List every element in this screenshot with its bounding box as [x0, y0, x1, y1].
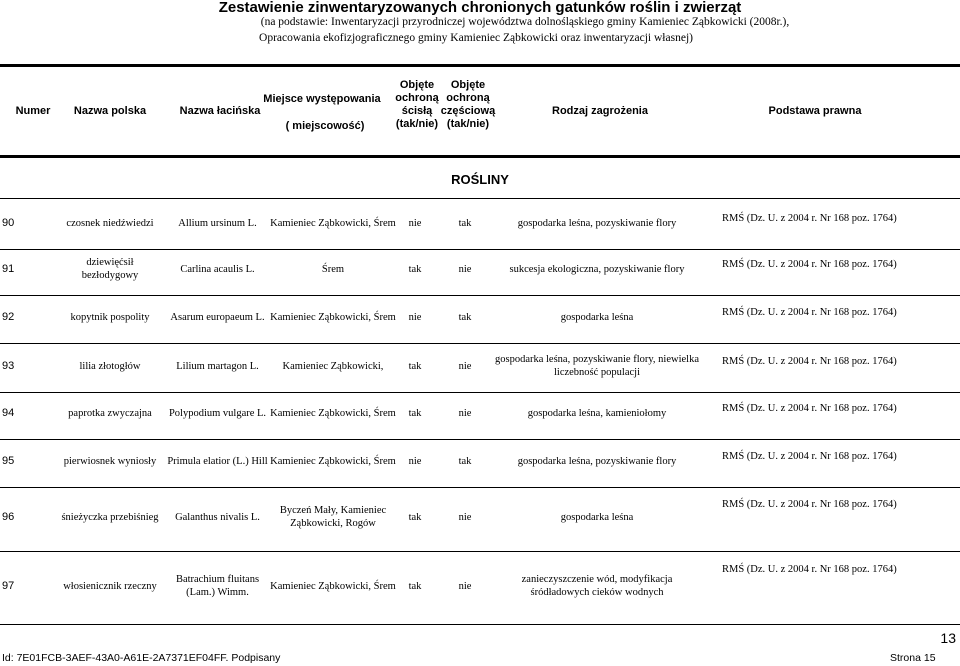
cell-threat: gospodarka leśna	[560, 511, 634, 523]
cell-partial: tak	[458, 455, 472, 467]
col-header-nazwa-lacinska: Nazwa łacińska	[179, 105, 261, 117]
col-header-zagrozenie: Rodzaj zagrożenia	[552, 105, 648, 117]
row-divider	[0, 392, 960, 393]
row-divider	[0, 343, 960, 344]
col-header-numer: Numer	[15, 105, 51, 117]
cell-num: 93	[2, 359, 15, 372]
col-header-scisla: Objęte ochroną ścisłą (tak/nie)	[395, 79, 439, 130]
col-header-miejsce: Miejsce występowania	[263, 93, 381, 105]
cell-threat: zanieczyszczenie wód, modyfikacja śródładowych cieków wodnych	[521, 574, 673, 598]
cell-partial: nie	[458, 580, 472, 592]
row-divider	[0, 624, 960, 625]
cell-latin-name: Carlina acaulis L.	[180, 263, 255, 275]
cell-location: Byczeń Mały, Kamieniec Ząbkowicki, Rogów	[279, 505, 387, 529]
cell-threat: gospodarka leśna	[560, 311, 634, 323]
page-number: 13	[940, 630, 956, 646]
cell-strict: nie	[408, 311, 422, 323]
cell-threat: sukcesja ekologiczna, pozyskiwanie flory	[509, 263, 685, 275]
cell-partial: nie	[458, 511, 472, 523]
cell-threat: gospodarka leśna, pozyskiwanie flory, niewielka liczebność populacji	[494, 354, 699, 378]
col-header-miejscowosc: ( miejscowość)	[285, 120, 365, 132]
section-title: ROŚLINY	[451, 172, 509, 187]
page-title: Zestawienie zinwentaryzowanych chronionych gatunków roślin i zwierząt	[218, 0, 742, 16]
cell-partial: nie	[458, 263, 472, 275]
row-divider	[0, 439, 960, 440]
table-row	[0, 394, 960, 440]
cell-threat: gospodarka leśna, kamieniołomy	[527, 407, 667, 419]
table-row	[0, 555, 960, 625]
cell-threat: gospodarka leśna, pozyskiwanie flory	[517, 455, 677, 467]
cell-legal-basis: RMŚ (Dz. U. z 2004 r. Nr 168 poz. 1764)	[722, 564, 897, 575]
cell-strict: tak	[408, 407, 422, 419]
cell-location: Kamieniec Ząbkowicki, Śrem	[270, 311, 396, 323]
table-row	[0, 442, 960, 488]
cell-threat: gospodarka leśna, pozyskiwanie flory	[517, 217, 677, 229]
cell-legal-basis: RMŚ (Dz. U. z 2004 r. Nr 168 poz. 1764)	[722, 356, 897, 367]
cell-num: 90	[2, 216, 15, 229]
cell-strict: tak	[408, 263, 422, 275]
table-row	[0, 250, 960, 296]
col-header-podstawa: Podstawa prawna	[768, 105, 862, 117]
col-header-czesciowa: Objęte ochroną częściową (tak/nie)	[440, 79, 496, 130]
cell-partial: tak	[458, 311, 472, 323]
row-divider	[0, 487, 960, 488]
subtitle-line-2: Opracowania ekofizjograficznego gminy Kamieniec Ząbkowicki oraz inwentaryzacji własnej)	[259, 32, 693, 44]
cell-polish-name: włosienicznik rzeczny	[63, 580, 157, 592]
section-rule	[0, 198, 960, 199]
document-id: Id: 7E01FCB-3AEF-43A0-A61E-2A7371EF04FF. Podpisany	[2, 652, 281, 664]
cell-polish-name: kopytnik pospolity	[70, 311, 150, 323]
cell-location: Kamieniec Ząbkowicki,	[282, 360, 384, 372]
cell-latin-name: Batrachium fluitans (Lam.) Wimm.	[175, 574, 260, 598]
table-row	[0, 347, 960, 393]
cell-latin-name: Asarum europaeum L.	[170, 311, 265, 323]
cell-legal-basis: RMŚ (Dz. U. z 2004 r. Nr 168 poz. 1764)	[722, 499, 897, 510]
cell-latin-name: Galanthus nivalis L.	[175, 511, 260, 523]
col-header-nazwa-polska: Nazwa polska	[73, 105, 147, 117]
cell-strict: tak	[408, 511, 422, 523]
cell-legal-basis: RMŚ (Dz. U. z 2004 r. Nr 168 poz. 1764)	[722, 307, 897, 318]
cell-legal-basis: RMŚ (Dz. U. z 2004 r. Nr 168 poz. 1764)	[722, 451, 897, 462]
cell-location: Kamieniec Ząbkowicki, Śrem	[270, 217, 396, 229]
cell-latin-name: Polypodium vulgare L.	[168, 407, 267, 419]
cell-location: Śrem	[321, 263, 345, 275]
cell-legal-basis: RMŚ (Dz. U. z 2004 r. Nr 168 poz. 1764)	[722, 213, 897, 224]
cell-num: 94	[2, 406, 15, 419]
cell-polish-name: śnieżyczka przebiśnieg	[61, 511, 159, 523]
cell-polish-name: czosnek niedźwiedzi	[66, 217, 154, 229]
cell-partial: nie	[458, 360, 472, 372]
cell-legal-basis: RMŚ (Dz. U. z 2004 r. Nr 168 poz. 1764)	[722, 259, 897, 270]
cell-partial: nie	[458, 407, 472, 419]
cell-latin-name: Allium ursinum L.	[178, 217, 257, 229]
cell-location: Kamieniec Ząbkowicki, Śrem	[270, 407, 396, 419]
cell-legal-basis: RMŚ (Dz. U. z 2004 r. Nr 168 poz. 1764)	[722, 403, 897, 414]
cell-polish-name: lilia złotogłów	[79, 360, 141, 372]
cell-latin-name: Primula elatior (L.) Hill	[167, 455, 268, 467]
cell-polish-name: pierwiosnek wyniosły	[63, 455, 157, 467]
table-row	[0, 490, 960, 552]
subtitle-line-1: (na podstawie: Inwentaryzacji przyrodniczej województwa dolnośląskiego gminy Kamieniec Ząbkowicki (2008r.),	[260, 16, 790, 28]
table-row	[0, 204, 960, 250]
cell-location: Kamieniec Ząbkowicki, Śrem	[270, 580, 396, 592]
cell-num: 92	[2, 310, 15, 323]
cell-location: Kamieniec Ząbkowicki, Śrem	[270, 455, 396, 467]
cell-polish-name: paprotka zwyczajna	[68, 407, 152, 419]
cell-num: 96	[2, 510, 15, 523]
header-top-rule	[0, 64, 960, 67]
cell-num: 95	[2, 454, 15, 467]
header-bottom-rule	[0, 155, 960, 158]
row-divider	[0, 295, 960, 296]
cell-latin-name: Lilium martagon L.	[176, 360, 259, 372]
page-label: Strona 15	[890, 652, 936, 664]
cell-num: 97	[2, 579, 15, 592]
cell-polish-name: dziewięćsił bezłodygowy	[81, 257, 139, 281]
cell-partial: tak	[458, 217, 472, 229]
cell-strict: tak	[408, 580, 422, 592]
row-divider	[0, 551, 960, 552]
cell-strict: nie	[408, 217, 422, 229]
cell-strict: nie	[408, 455, 422, 467]
table-row	[0, 298, 960, 344]
cell-num: 91	[2, 262, 15, 275]
cell-strict: tak	[408, 360, 422, 372]
